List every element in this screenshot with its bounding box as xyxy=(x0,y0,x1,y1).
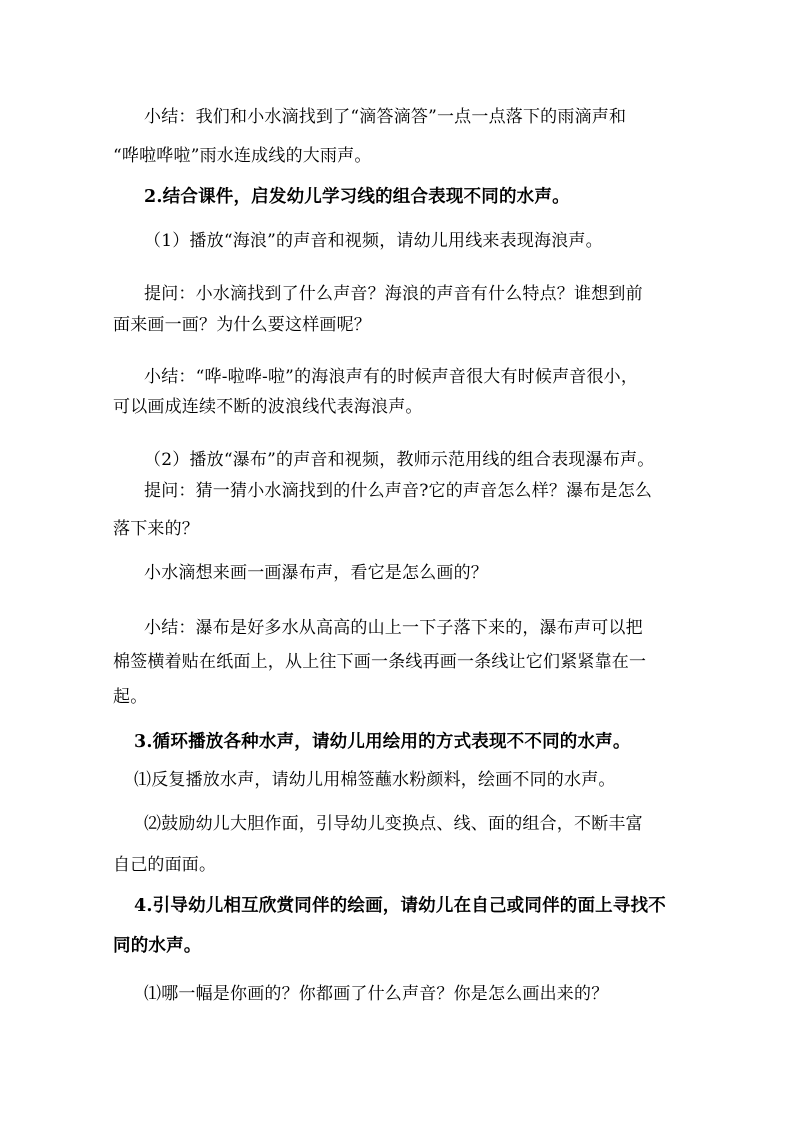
step-4-1: ⑴哪一幅是你画的？你都画了什么声音？你是怎么画出来的？ xyxy=(144,984,609,1004)
heading-4-line-2: 同的水声。 xyxy=(113,936,202,956)
summary-2-line-2: 可以画成连续不断的波浪线代表海浪声。 xyxy=(113,397,423,417)
step-2-2: （2）播放“瀑布”的声音和视频，教师示范用线的组合表现瀑布声。 xyxy=(144,450,655,470)
heading-2: 2.结合课件，启发幼儿学习线的组合表现不同的水声。 xyxy=(144,187,570,207)
step-3-2-line-2: 自己的面面。 xyxy=(113,855,217,875)
question-1-line-2: 面来画一画？为什么要这样画呢？ xyxy=(113,315,371,335)
heading-3: 3.循环播放各种水声，请幼儿用绘用的方式表现不不同的水声。 xyxy=(134,732,631,752)
summary-3-line-3: 起。 xyxy=(113,687,148,707)
heading-4-line-1: 4.引导幼儿相互欣赏同伴的绘画，请幼儿在自己或同伴的面上寻找不 xyxy=(134,896,666,916)
step-3-2-line-1: ⑵鼓励幼儿大胆作面，引导幼儿变换点、线、面的组合，不断丰富 xyxy=(144,814,643,834)
summary-3-line-2: 棉签横着贴在纸面上，从上往下画一条线再画一条线让它们紧紧靠在一 xyxy=(113,652,647,672)
question-2-line-1: 提问：猜一猜小水滴找到的什么声音?它的声音怎么样？瀑布是怎么 xyxy=(144,481,653,501)
step-3-1: ⑴反复播放水声，请幼儿用棉签蘸水粉颜料，绘画不同的水声。 xyxy=(134,770,616,790)
draw-waterfall: 小水滴想来画一画瀑布声，看它是怎么画的？ xyxy=(144,563,488,583)
summary-2-line-1: 小结：“哗-啦哗-啦”的海浪声有的时候声音很大有时候声音很小， xyxy=(144,367,639,387)
summary-1-line-2: “哗啦哗啦”雨水连成线的大雨声。 xyxy=(113,146,372,166)
question-2-line-2: 落下来的？ xyxy=(113,519,199,539)
step-2-1: （1）播放“海浪”的声音和视频，请幼儿用线来表现海浪声。 xyxy=(144,231,603,251)
question-1-line-1: 提问：小水滴找到了什么声音？海浪的声音有什么特点？谁想到前 xyxy=(144,284,643,304)
summary-1-line-1: 小结：我们和小水滴找到了“滴答滴答”一点一点落下的雨滴声和 xyxy=(144,107,627,127)
summary-3-line-1: 小结：瀑布是好多水从高高的山上一下子落下来的，瀑布声可以把 xyxy=(144,618,643,638)
